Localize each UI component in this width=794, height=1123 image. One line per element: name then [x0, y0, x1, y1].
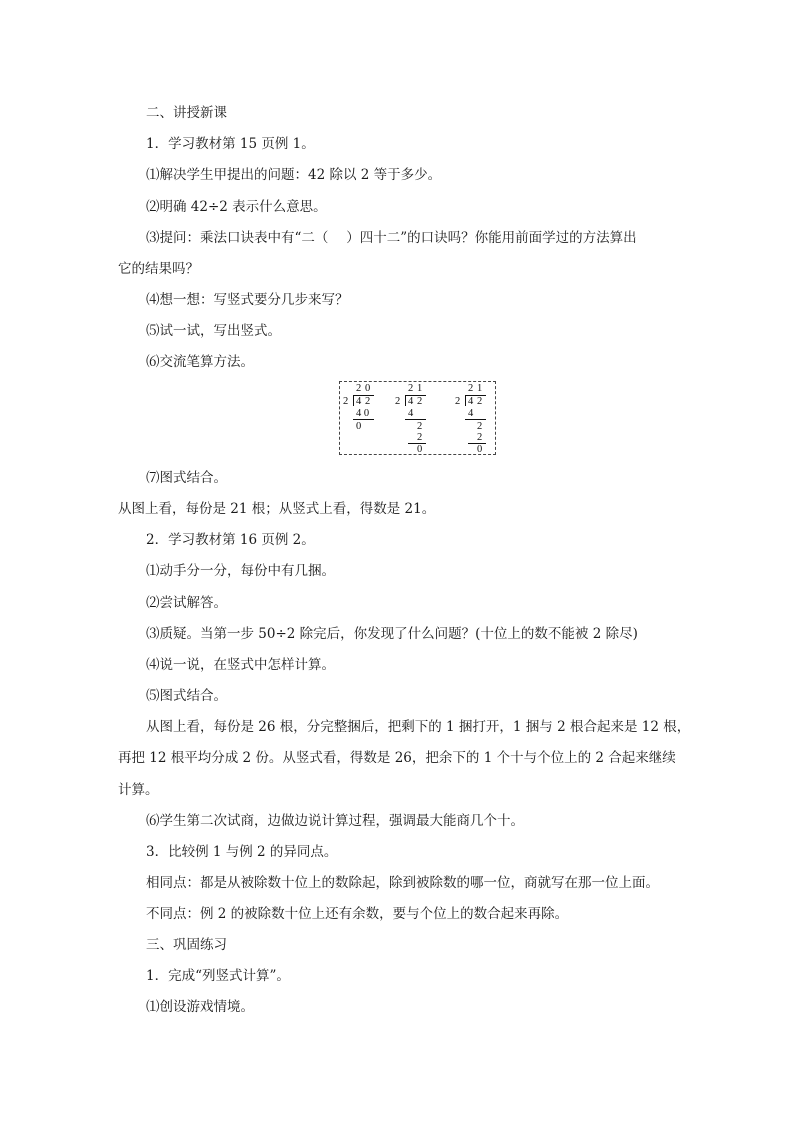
- quotient-digit: 2: [468, 383, 474, 394]
- product-row: 2: [477, 432, 483, 443]
- product-row: 4: [408, 408, 414, 419]
- dividend-digit: 4: [468, 396, 474, 407]
- quotient-digit: 2: [356, 383, 362, 394]
- bring-down-row: 2: [417, 421, 423, 432]
- dividend-digit: 2: [417, 396, 423, 407]
- remainder-row: 0: [477, 444, 483, 455]
- dividend-digit: 4: [356, 396, 362, 407]
- bring-down-row: 2: [477, 421, 483, 432]
- dividend-digit: 4: [408, 396, 414, 407]
- divisor: 2: [395, 396, 401, 407]
- quotient-digit: 1: [477, 383, 483, 394]
- subtraction-line: [353, 419, 374, 420]
- divisor: 2: [455, 396, 461, 407]
- product-row: 4: [468, 408, 474, 419]
- quotient-digit: 0: [365, 383, 371, 394]
- dividend-digit: 2: [365, 396, 371, 407]
- divisor: 2: [343, 396, 349, 407]
- quotient-digit: 2: [408, 383, 414, 394]
- division-bracket: [405, 395, 406, 406]
- product-row: 4 0: [356, 408, 370, 419]
- division-bracket: [353, 395, 354, 406]
- dividend-digit: 2: [477, 396, 483, 407]
- product-row: 2: [417, 432, 423, 443]
- division-bracket: [465, 395, 466, 406]
- subtraction-line: [405, 419, 426, 420]
- remainder-row: 0: [417, 444, 423, 455]
- remainder-row: 0: [356, 421, 362, 432]
- subtraction-line: [465, 419, 486, 420]
- quotient-digit: 1: [417, 383, 423, 394]
